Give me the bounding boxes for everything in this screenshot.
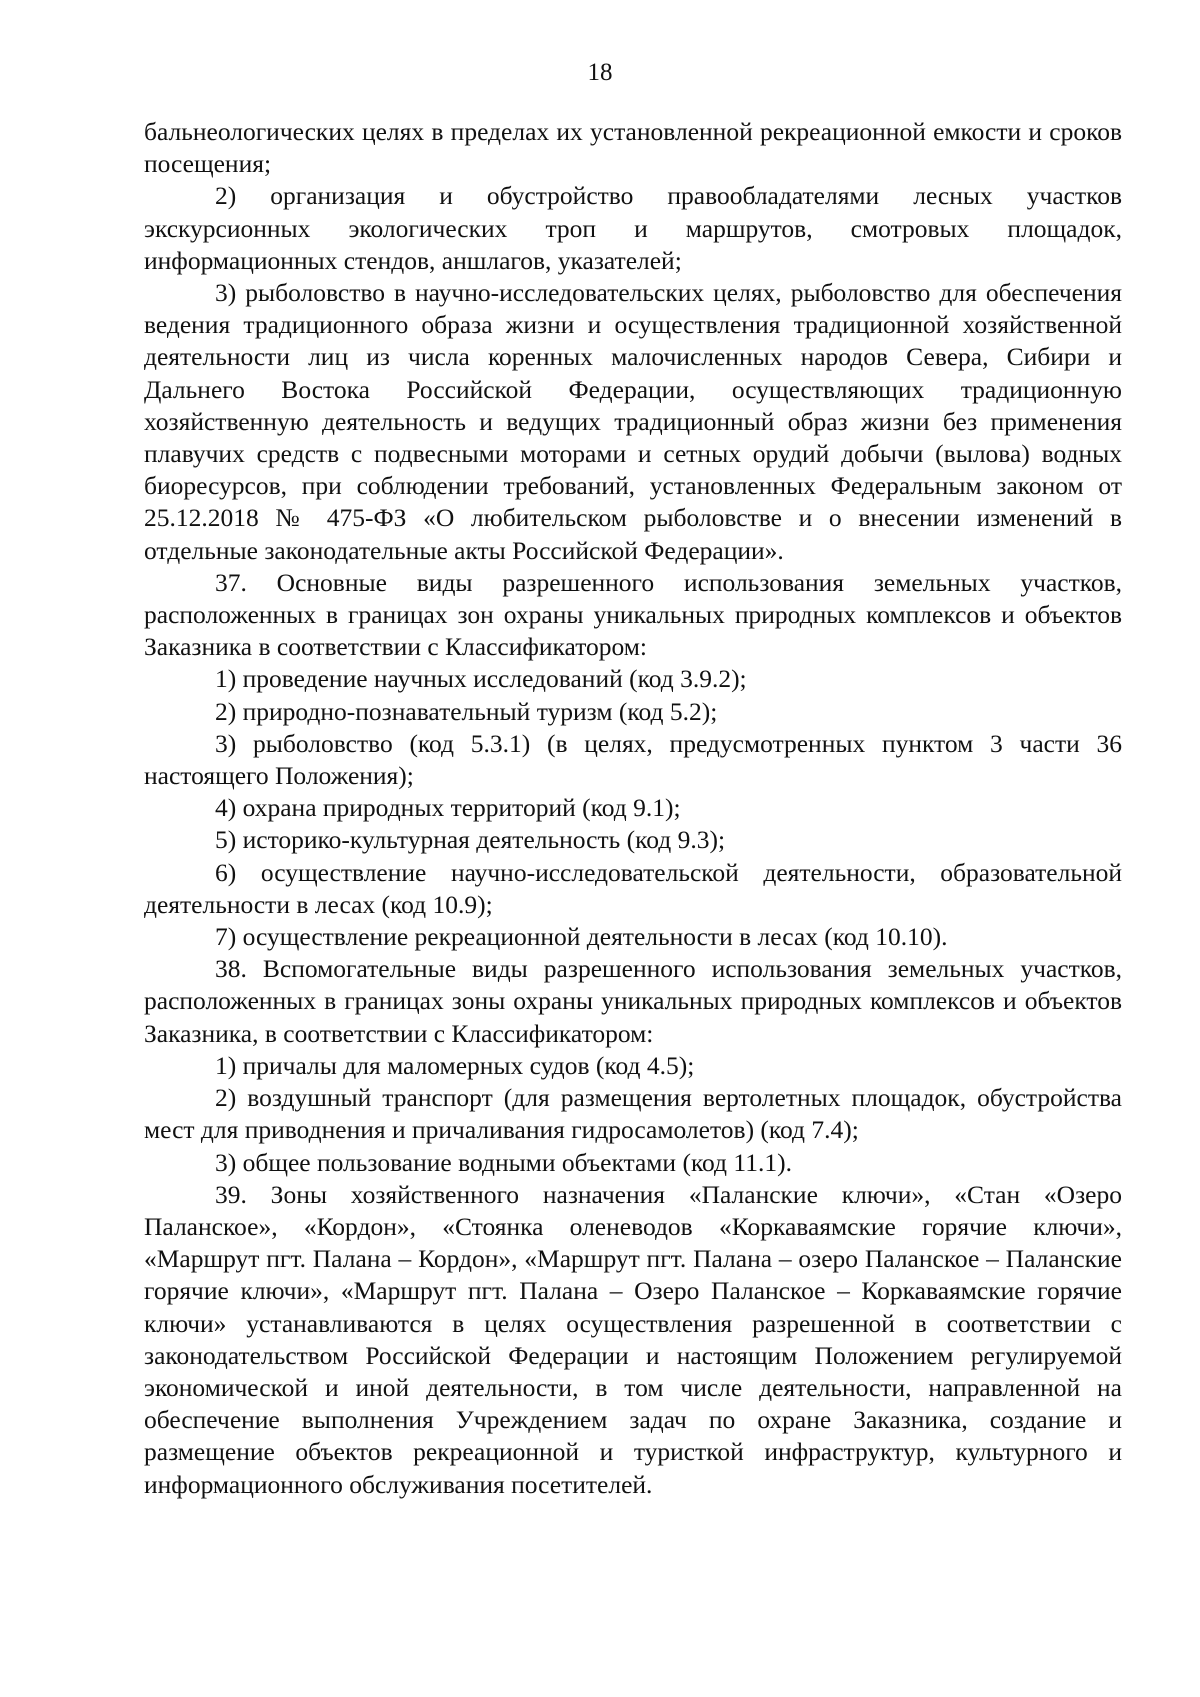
paragraph-37-item-5: 5) историко-культурная деятельность (код 9.3);	[215, 825, 726, 855]
paragraph-37-item-3: 3) рыболовство (код 5.3.1) (в целях, предусмотренных пунктом 3 части 36 настоящего Положения);	[144, 728, 1122, 791]
paragraph-continuation: бальнеологических целях в пределах их установленной рекреационной емкости и сроков посещения;	[144, 117, 1122, 179]
paragraph-item-2-trails: 2) организация и обустройство правообладателями лесных участков экскурсионных экологических троп и маршрутов, смотровых площадок, информационных стендов, аншлагов, указателей;	[144, 181, 1122, 275]
paragraph-clause-39: 39. Зоны хозяйственного назначения «Паланские ключи», «Стан «Озеро Паланское», «Кордон», «Стоянка оленеводов «Коркаваямские горячие ключи», «Маршрут пгт. Палана – Кордон», «Маршрут пгт. Палана – озеро Паланское – Паланские горячие ключи», «Маршрут пгт. Палана – Озеро Паланское – Коркаваямские горячие ключи» устанавливаются в целях осуществления разрешенной в соответствии с законодательством Российской Федерации и настоящим Положением регулируемой экономической и иной деятельности, в том числе деятельности, направленной на обеспечение выполнения Учреждением задач по охране Заказника, создание и размещение объектов рекреационной и туристкой инфраструктур, культурного и информационного обслуживания посетителей.	[144, 1179, 1122, 1499]
paragraph-clause-37: 37. Основные виды разрешенного использования земельных участков, расположенных в границах зон охраны уникальных природных комплексов и объектов Заказника в соответствии с Классификатором:	[144, 567, 1122, 662]
paragraph-37-item-4: 4) охрана природных территорий (код 9.1);	[215, 793, 681, 823]
page-number: 18	[587, 59, 613, 86]
paragraph-item-3-fishing: 3) рыболовство в научно-исследовательских целях, рыболовство для обеспечения ведения традиционного образа жизни и осуществления традиционной хозяйственной деятельности лиц из числа коренных малочисленных народов Севера, Сибири и Дальнего Востока Российской Федерации, осуществляющих традиционную хозяйственную деятельность и ведущих традиционный образ жизни без применения плавучих средств с подвесными моторами и сетных орудий добычи (вылова) водных биоресурсов, при соблюдении требований, установленных Федеральным законом от 25.12.2018 № 475-ФЗ «О любительском рыболовстве и о внесении изменений в отдельные законодательные акты Российской Федерации».	[144, 278, 1122, 565]
paragraph-38-item-2: 2) воздушный транспорт (для размещения вертолетных площадок, обустройства мест для приводнения и причаливания гидросамолетов) (код 7.4);	[144, 1083, 1122, 1145]
document-body	[144, 116, 1122, 1501]
paragraph-38-item-3: 3) общее пользование водными объектами (код 11.1).	[215, 1147, 792, 1177]
paragraph-clause-38: 38. Вспомогательные виды разрешенного использования земельных участков, расположенных в границах зоны охраны уникальных природных комплексов и объектов Заказника, в соответствии с Классификатором:	[144, 954, 1122, 1048]
paragraph-37-item-1: 1) проведение научных исследований (код 3.9.2);	[215, 664, 747, 694]
paragraph-38-item-1: 1) причалы для маломерных судов (код 4.5);	[215, 1050, 695, 1080]
paragraph-37-item-2: 2) природно-познавательный туризм (код 5.2);	[215, 696, 718, 726]
paragraph-37-item-6: 6) осуществление научно-исследовательской деятельности, образовательной деятельности в лесах (код 10.9);	[144, 857, 1122, 919]
paragraph-37-item-7: 7) осуществление рекреационной деятельности в лесах (код 10.10).	[215, 922, 948, 952]
